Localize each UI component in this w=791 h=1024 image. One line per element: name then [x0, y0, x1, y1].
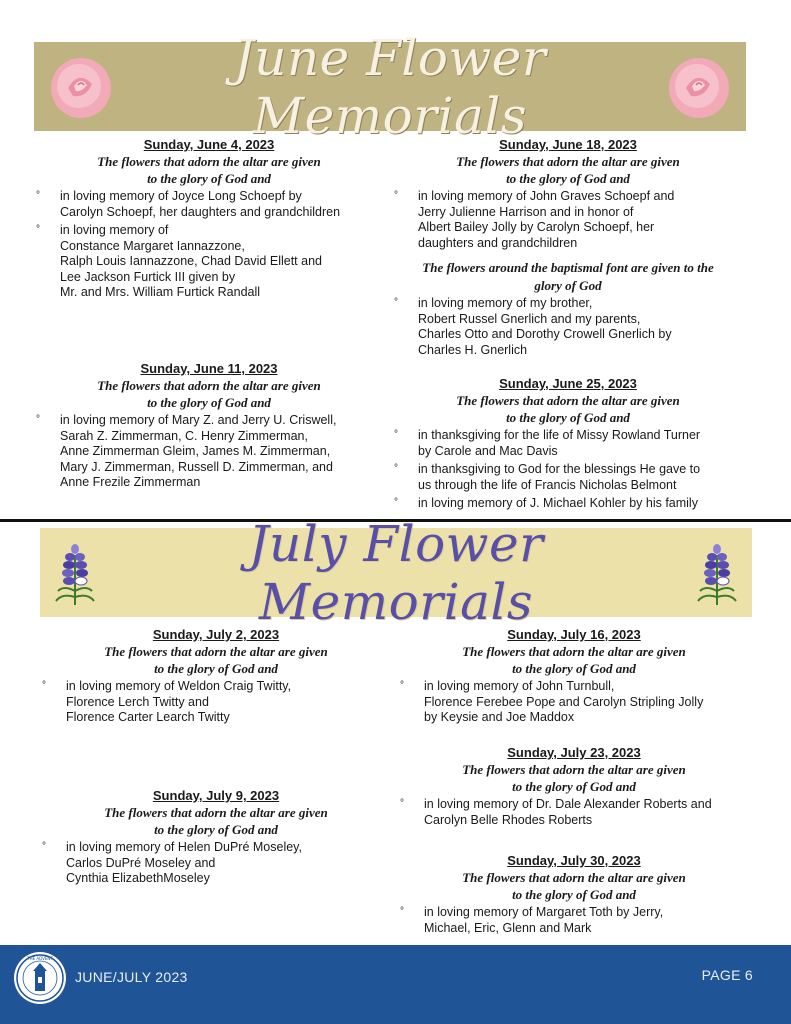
- section-date: Sunday, July 9, 2023: [152, 788, 280, 803]
- dedication-line: to the glory of God and: [154, 661, 278, 676]
- june-4-section: [34, 137, 384, 304]
- section-date: Sunday, July 16, 2023: [507, 627, 641, 642]
- july-23-section: [398, 745, 750, 831]
- section-date: Sunday, July 2, 2023: [152, 627, 280, 642]
- dedication-line: The flowers that adorn the altar are given: [462, 762, 686, 777]
- lupine-icon: [692, 535, 742, 611]
- page-footer: [0, 945, 791, 1024]
- dedication-line: The flowers that adorn the altar are given: [97, 154, 321, 169]
- font-dedication-line: glory of God: [534, 278, 602, 293]
- list-item: ° in loving memory of Helen DuPré Moseley, Carlos DuPré Moseley and Cynthia ElizabethMoseley: [42, 840, 302, 885]
- dedication-line: The flowers that adorn the altar are given: [456, 154, 680, 169]
- page-number: PAGE 6: [701, 967, 753, 983]
- dedication-line: to the glory of God and: [506, 410, 630, 425]
- june-11-section: [34, 361, 384, 494]
- bullet-icon: °: [400, 798, 404, 809]
- section-date: Sunday, July 23, 2023: [507, 745, 641, 760]
- dedication-line: The flowers that adorn the altar are given: [104, 644, 328, 659]
- june-25-section: [392, 376, 744, 515]
- list-item: ° in loving memory of Joyce Long Schoepf by Carolyn Schoepf, her daughters and grandchildren: [36, 189, 341, 219]
- dedication-line: The flowers that adorn the altar are given: [462, 644, 686, 659]
- june-18-section: [392, 137, 744, 361]
- bullet-icon: °: [42, 841, 46, 852]
- section-date: Sunday, June 11, 2023: [140, 361, 278, 376]
- bullet-icon: °: [394, 297, 398, 308]
- dedication-line: The flowers that adorn the altar are given: [97, 378, 321, 393]
- list-item: ° in loving memory of my brother, Robert Russel Gnerlich and my parents, Charles Otto and Dorothy Crowell Gnerlich by Charles H. Gnerlich: [394, 296, 672, 357]
- june-banner-title: June Flower Memorials: [233, 28, 547, 145]
- july-2-section: [40, 627, 392, 729]
- list-item: ° in loving memory of Weldon Craig Twitty, Florence Lerch Twitty and Florence Carter Learch Twitty: [42, 679, 292, 724]
- section-date: Sunday, July 30, 2023: [507, 853, 641, 868]
- bullet-icon: °: [42, 680, 46, 691]
- dedication-line: to the glory of God and: [154, 822, 278, 837]
- dedication-line: to the glory of God and: [147, 171, 271, 186]
- dedication-line: to the glory of God and: [147, 395, 271, 410]
- bullet-icon: °: [394, 429, 398, 440]
- list-item: ° in loving memory of J. Michael Kohler by his family: [394, 496, 698, 510]
- section-date: Sunday, June 4, 2023: [143, 137, 275, 152]
- dedication-line: to the glory of God and: [512, 779, 636, 794]
- list-item: ° in loving memory of John Turnbull, Florence Ferebee Pope and Carolyn Stripling Jolly by Keysie and Joe Maddox: [400, 679, 704, 724]
- list-item: ° in loving memory of Mary Z. and Jerry U. Criswell, Sarah Z. Zimmerman, C. Henry Zimmerman, Anne Zimmerman Gleim, James M. Zimmerman, Mary J. Zimmerman, Russell D. Zimmerman, and Anne Frezile Zimmerman: [36, 413, 337, 489]
- july-16-section: [398, 627, 750, 729]
- dedication-line: The flowers that adorn the altar are given: [104, 805, 328, 820]
- bullet-icon: °: [400, 680, 404, 691]
- rose-icon: [46, 52, 116, 122]
- bullet-icon: °: [394, 463, 398, 474]
- july-banner-title: July Flower Memorials: [248, 514, 544, 631]
- july-banner: [40, 514, 752, 631]
- section-date: Sunday, June 25, 2023: [499, 376, 637, 391]
- church-seal-icon: [13, 951, 67, 1005]
- dedication-line: to the glory of God and: [512, 661, 636, 676]
- footer-issue-date: JUNE/JULY 2023: [75, 969, 188, 985]
- list-item: ° in loving memory of Constance Margaret Iannazzone, Ralph Louis Iannazzone, Chad David Ellett and Lee Jackson Furtick III given by Mr. and Mrs. William Furtick Randall: [36, 223, 322, 299]
- bullet-icon: °: [394, 190, 398, 201]
- lupine-icon: [50, 535, 100, 611]
- rose-icon: [664, 52, 734, 122]
- list-item: ° in loving memory of Dr. Dale Alexander Roberts and Carolyn Belle Rhodes Roberts: [400, 797, 712, 827]
- bullet-icon: °: [36, 190, 40, 201]
- list-item: ° in thanksgiving for the life of Missy Rowland Turner by Carole and Mac Davis: [394, 428, 701, 458]
- bullet-icon: °: [36, 224, 40, 235]
- dedication-line: to the glory of God and: [506, 171, 630, 186]
- bullet-icon: °: [36, 414, 40, 425]
- dedication-line: The flowers that adorn the altar are given: [456, 393, 680, 408]
- list-item: ° in loving memory of Margaret Toth by Jerry, Michael, Eric, Glenn and Mark: [400, 905, 664, 935]
- dedication-line: The flowers that adorn the altar are given: [462, 870, 686, 885]
- bullet-icon: °: [394, 497, 398, 508]
- bullet-icon: °: [400, 906, 404, 917]
- svg-text:THE ADVENT: THE ADVENT: [27, 956, 53, 961]
- list-item: ° in thanksgiving to God for the blessings He gave to us through the life of Francis Nicholas Belmont: [394, 462, 701, 492]
- july-9-section: [40, 788, 392, 890]
- font-dedication-line: The flowers around the baptismal font are given to the: [422, 260, 714, 275]
- dedication-line: to the glory of God and: [512, 887, 636, 902]
- list-item: ° in loving memory of John Graves Schoepf and Jerry Julienne Harrison and in honor of Albert Bailey Jolly by Carolyn Schoepf, her daughters and grandchildren: [394, 189, 675, 250]
- july-30-section: [398, 853, 750, 939]
- section-date: Sunday, June 18, 2023: [499, 137, 637, 152]
